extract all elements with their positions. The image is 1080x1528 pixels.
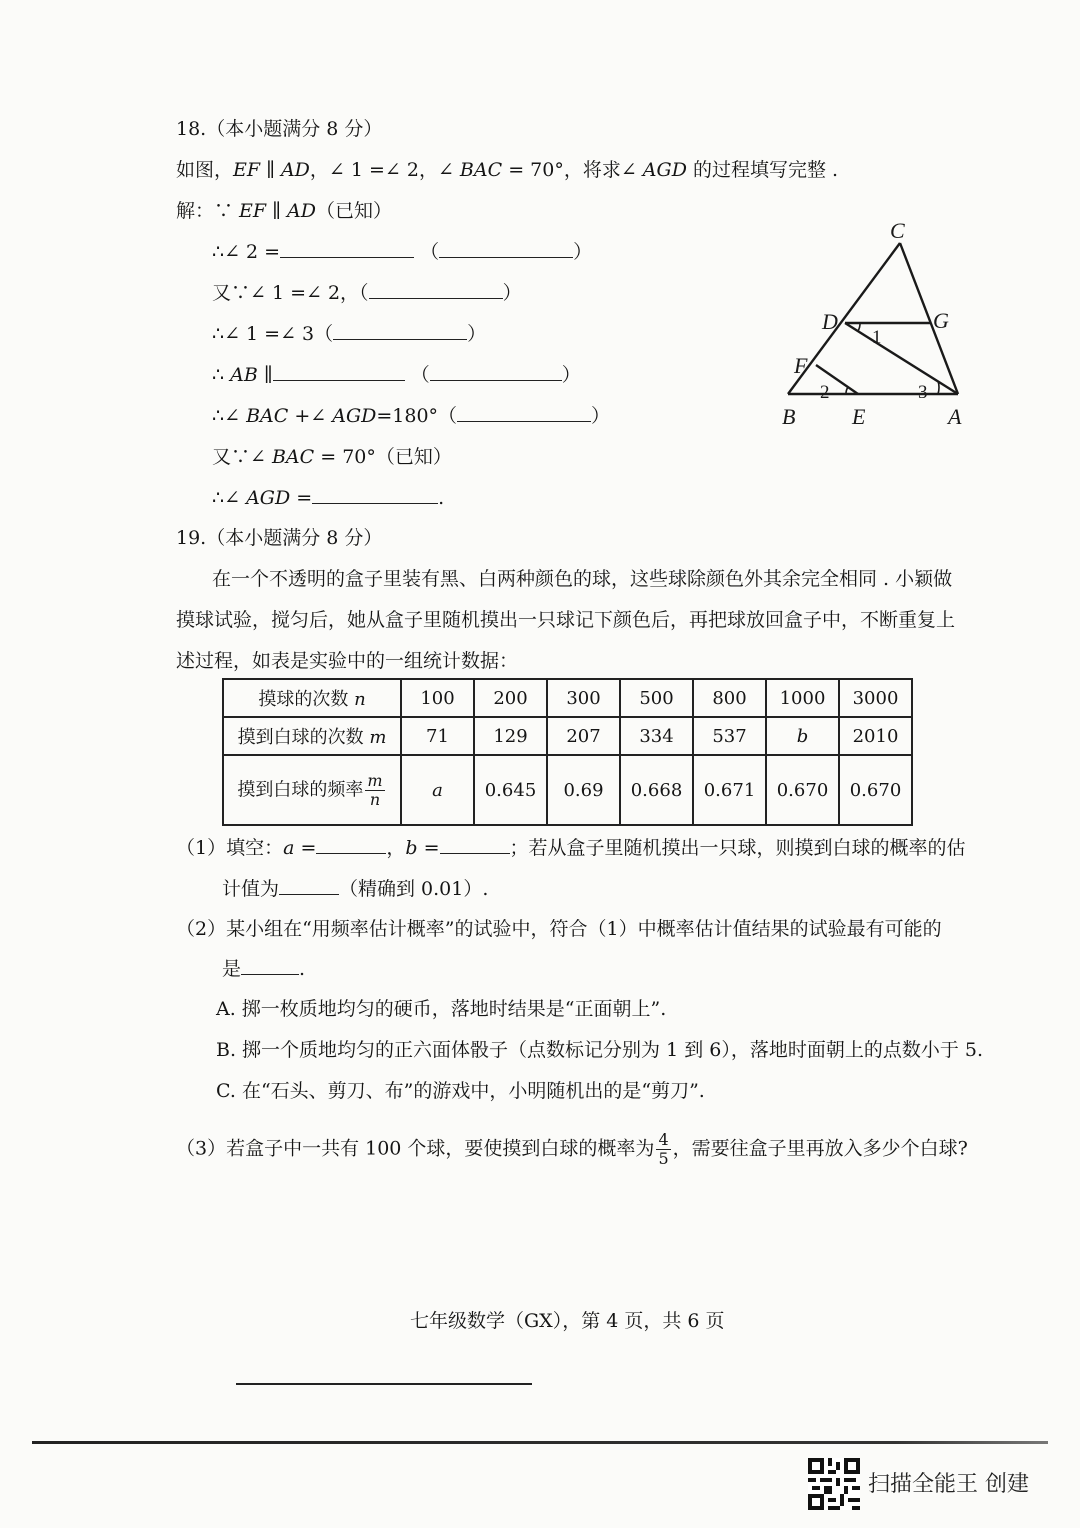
q19-option-a: A. 掷一枚质地均匀的硬币，落地时结果是“正面朝上”. [216,998,667,1020]
q18-step-2: 又∵∠ 1 =∠ 2，（ ） [212,282,522,304]
q18-solution-line: 解：∵ EF ∥ AD（已知） [176,200,392,222]
q19-part1-line-2: 计值为 （精确到 0.01）. [222,878,489,900]
q18-step-1: ∴∠ 2 = （ ） [212,241,593,263]
table-cell: 129 [474,717,547,755]
table-row [223,679,912,717]
table-cell: 207 [547,717,620,755]
row-header-white-frequency: 摸到白球的频率 $\frac{m}{n}$ [223,755,401,825]
table-cell: a [401,755,474,825]
segment-da [845,323,958,394]
table-cell: 0.645 [474,755,547,825]
table-cell: 800 [693,679,766,717]
answer-blank[interactable] [440,835,510,854]
table-cell: 500 [620,679,693,717]
table-row [223,755,912,825]
angle-mark-1 [858,323,860,331]
table-cell: 200 [474,679,547,717]
table-cell: 0.69 [547,755,620,825]
label-angle-2: 2 [820,382,830,403]
q19-heading: 19.（本小题满分 8 分） [176,527,383,549]
q19-part1-line-1: （1）填空：a = ，b = ；若从盒子里随机摸出一只球，则摸到白球的概率的估 [176,837,966,859]
table-cell: b [766,717,839,755]
q18-step-7: ∴∠ AGD = . [212,487,445,509]
label-f: F [794,353,808,378]
label-b: B [782,404,796,429]
q19-paragraph-line-2: 摸球试验，搅匀后，她从盒子里随机摸出一只球记下颜色后，再把球放回盒子中，不断重复上 [176,609,956,631]
segment-ca [900,243,958,394]
label-angle-3: 3 [918,382,928,403]
fraction-four-fifths: $\frac{4}{5}$ [658,1130,669,1168]
q18-prompt: 如图，EF ∥ AD，∠ 1 =∠ 2，∠ BAC = 70°，将求∠ AGD 的过程填写完整 . [176,159,839,181]
answer-blank[interactable] [279,876,339,895]
q19-paragraph-line-3: 述过程，如表是实验中的一组统计数据： [176,650,519,672]
reason-blank[interactable] [457,403,591,422]
page-footer: 七年级数学（GX），第 4 页，共 6 页 [410,1310,725,1332]
q19-option-c: C. 在“石头、剪刀、布”的游戏中，小明随机出的是“剪刀”. [216,1080,705,1102]
q18-step-4: ∴ AB ∥ （ ） [212,364,581,386]
triangle-figure [770,210,980,435]
table-cell: 0.670 [766,755,839,825]
q18-step-3: ∴∠ 1 =∠ 3（ ） [212,323,487,345]
reason-blank[interactable] [439,239,573,258]
label-g: G [933,308,949,333]
table-cell: 0.671 [693,755,766,825]
angle-mark-3 [938,381,939,394]
label-d: D [822,309,838,334]
reason-blank[interactable] [369,280,503,299]
label-c: C [890,218,905,243]
answer-blank[interactable] [273,362,405,381]
q18-heading: 18.（本小题满分 8 分） [176,118,383,140]
answer-blank[interactable] [316,835,386,854]
q19-part3: （3）若盒子中一共有 100 个球，要使摸到白球的概率为 $\frac{4}{5}$ ，需要往盒子里再放入多少个白球? [176,1130,968,1168]
reason-blank[interactable] [430,362,562,381]
table-row [223,717,912,755]
reason-blank[interactable] [333,321,467,340]
answer-blank[interactable] [280,239,414,258]
row-header-white-count: 摸到白球的次数 m [223,717,401,755]
table-cell: 2010 [839,717,912,755]
answer-blank[interactable] [312,485,438,504]
label-a: A [948,404,962,429]
statistics-table [222,678,913,826]
table-cell: 0.670 [839,755,912,825]
row-header-draws: 摸球的次数 n [223,679,401,717]
fraction-m-over-n: $\frac{m}{n}$ [367,770,383,809]
q19-option-b: B. 掷一个质地均匀的正六面体骰子（点数标记分别为 1 到 6），落地时面朝上的点数小于 5. [216,1039,984,1061]
footer-divider [236,1383,532,1385]
answer-blank[interactable] [241,956,299,975]
watermark-text: 扫描全能王 创建 [868,1472,1029,1497]
table-cell: 334 [620,717,693,755]
q18-step-6: 又∵∠ BAC = 70°（已知） [212,446,452,468]
table-cell: 0.668 [620,755,693,825]
qr-code-icon [808,1458,860,1510]
table-cell: 300 [547,679,620,717]
label-angle-1: 1 [872,327,882,348]
table-cell: 3000 [839,679,912,717]
q18-step-5: ∴∠ BAC +∠ AGD=180°（ ） [212,405,611,427]
table-cell: 71 [401,717,474,755]
scan-edge-line [32,1441,1048,1444]
label-e: E [852,404,866,429]
table-cell: 100 [401,679,474,717]
q19-paragraph-line-1: 在一个不透明的盒子里装有黑、白两种颜色的球，这些球除颜色外其余完全相同 . 小颖做 [212,568,953,590]
table-cell: 537 [693,717,766,755]
table-cell: 1000 [766,679,839,717]
q19-part2-line-1: （2）某小组在“用频率估计概率”的试验中，符合（1）中概率估计值结果的试验最有可能的 [176,918,942,940]
q19-part2-line-2: 是 . [222,958,306,980]
